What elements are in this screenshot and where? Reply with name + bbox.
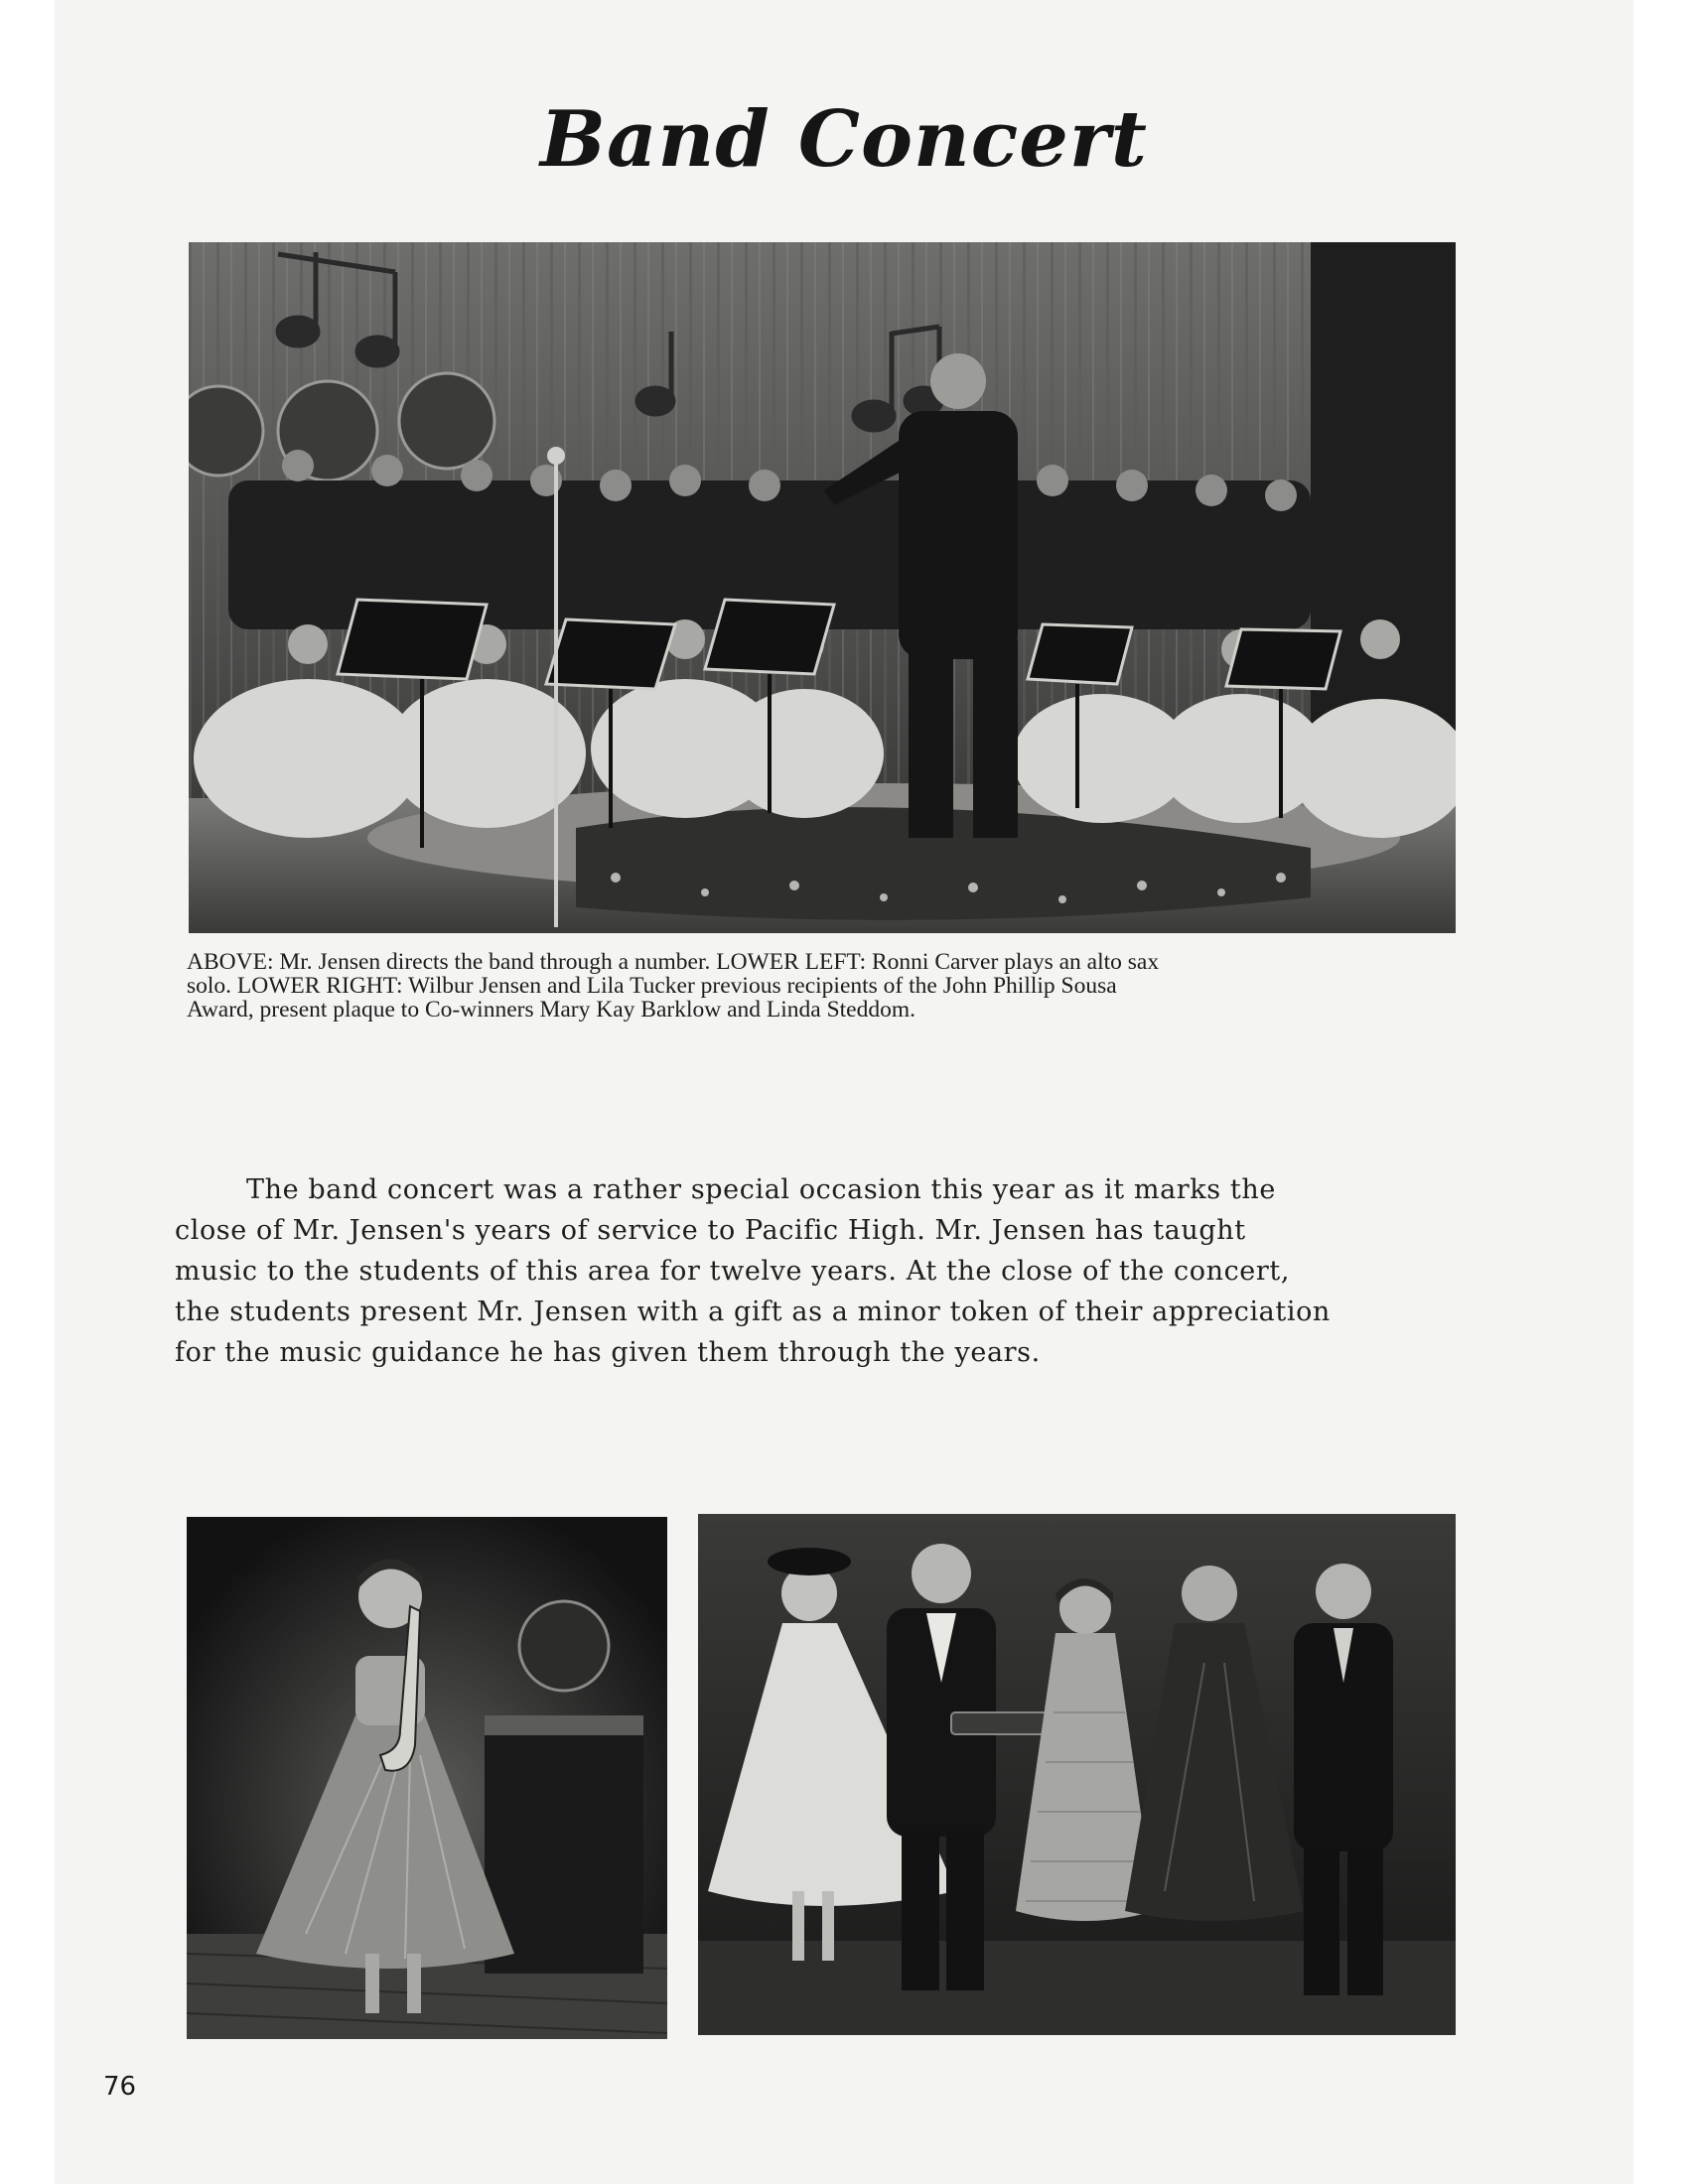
award-presentation-illustration — [698, 1514, 1456, 2035]
caption-line: ABOVE: Mr. Jensen directs the band through a number. LOWER LEFT: Ronni Carver plays an alto sax — [187, 949, 1160, 975]
caption-line: Award, present plaque to Co-winners Mary Kay Barklow and Linda Steddom. — [187, 997, 916, 1023]
body-line: for the music guidance he has given them through the years. — [175, 1337, 1041, 1368]
caption-line: solo. LOWER RIGHT: Wilbur Jensen and Lila Tucker previous recipients of the John Phillip Sousa — [187, 973, 1117, 999]
article-body — [175, 1169, 1485, 1373]
page-margin-right — [1633, 0, 1688, 2184]
page-title: Band Concert — [540, 94, 1148, 185]
body-line: The band concert was a rather special occasion this year as it marks the — [246, 1174, 1276, 1205]
page-number: 76 — [103, 2072, 137, 2102]
page-margin-left — [0, 0, 55, 2184]
photo-caption — [187, 950, 1468, 1022]
body-line: the students present Mr. Jensen with a gift as a minor token of their appreciation — [175, 1297, 1331, 1327]
body-line: music to the students of this area for twelve years. At the close of the concert, — [175, 1256, 1291, 1287]
sax-solo-illustration — [187, 1517, 667, 2039]
body-line: close of Mr. Jensen's years of service to Pacific High. Mr. Jensen has taught — [175, 1215, 1246, 1246]
band-concert-illustration — [189, 242, 1456, 933]
band-concert-photo — [189, 242, 1456, 933]
award-presentation-photo — [698, 1514, 1456, 2035]
sax-solo-photo — [187, 1517, 667, 2039]
